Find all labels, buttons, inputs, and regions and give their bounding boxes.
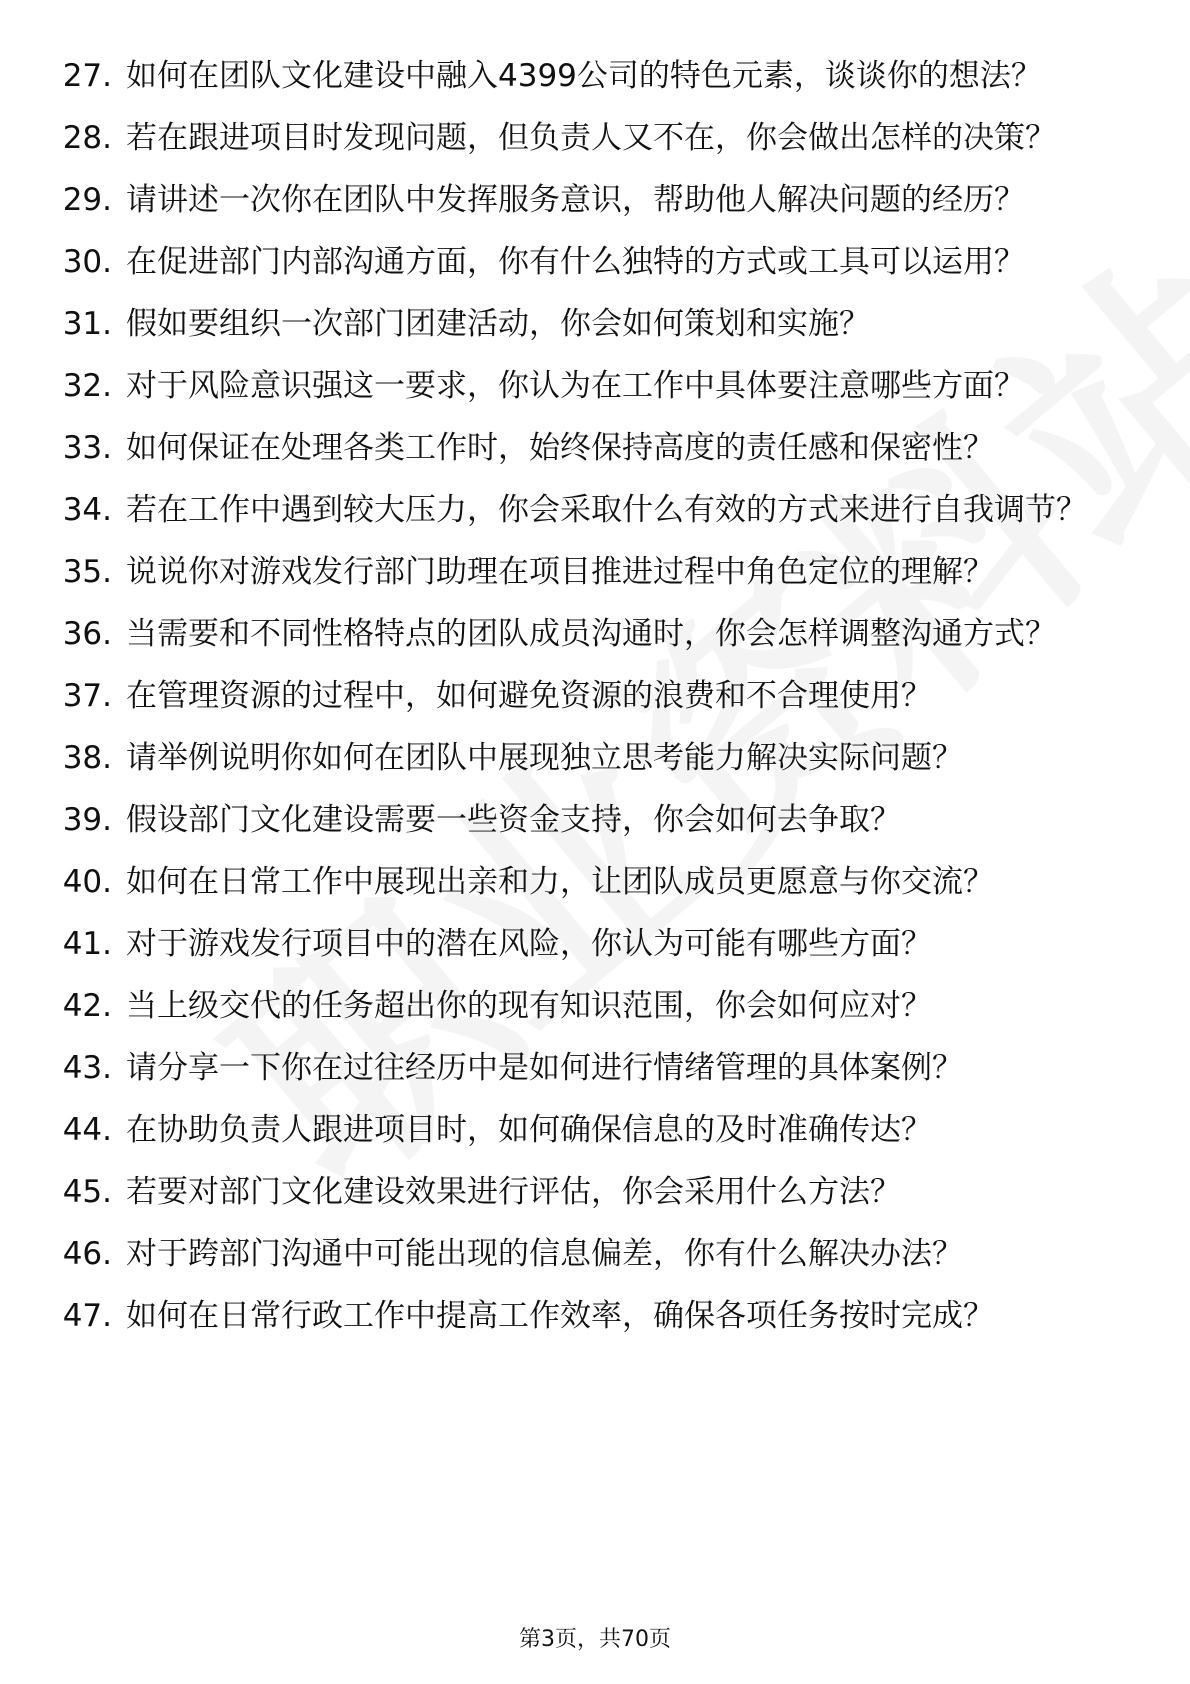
question-number: 40. [62,864,112,900]
question-text: 在促进部门内部沟通方面，你有什么独特的方式或工具可以运用？ [126,244,1025,280]
question-number: 46. [62,1236,112,1272]
question-text: 对于风险意识强这一要求，你认为在工作中具体要注意哪些方面？ [126,368,1025,404]
question-item [0,862,1190,903]
question-text: 假设部门文化建设需要一些资金支持，你会如何去争取？ [126,802,901,838]
question-text: 对于游戏发行项目中的潜在风险，你认为可能有哪些方面？ [126,926,932,962]
question-item [0,118,1190,159]
page-footer [0,1622,1190,1653]
question-item [0,490,1190,531]
question-number: 30. [62,244,112,280]
question-text: 当上级交代的任务超出你的现有知识范围，你会如何应对？ [126,988,932,1024]
question-text: 在管理资源的过程中，如何避免资源的浪费和不合理使用？ [126,678,932,714]
question-number: 47. [62,1298,112,1334]
question-item [0,366,1190,407]
question-number: 36. [62,616,112,652]
question-item [0,924,1190,965]
page-number-label: 第3页，共70页 [519,1627,671,1652]
question-text: 如何保证在处理各类工作时，始终保持高度的责任感和保密性？ [126,430,994,466]
question-text: 若在工作中遇到较大压力，你会采取什么有效的方式来进行自我调节？ [126,492,1087,528]
question-number: 45. [62,1174,112,1210]
question-item [0,1110,1190,1151]
question-item [0,56,1190,97]
question-text: 请分享一下你在过往经历中是如何进行情绪管理的具体案例？ [126,1050,963,1086]
question-item [0,738,1190,779]
question-number: 28. [62,120,112,156]
question-number: 44. [62,1112,112,1148]
question-item [0,800,1190,841]
question-number: 35. [62,554,112,590]
question-item [0,676,1190,717]
question-number: 39. [62,802,112,838]
question-item [0,304,1190,345]
question-item [0,428,1190,469]
question-text: 假如要组织一次部门团建活动，你会如何策划和实施？ [126,306,870,342]
question-number: 27. [62,58,112,94]
question-list [0,56,1190,1358]
question-text: 请举例说明你如何在团队中展现独立思考能力解决实际问题？ [126,740,963,776]
question-item [0,1234,1190,1275]
question-number: 37. [62,678,112,714]
question-text: 在协助负责人跟进项目时，如何确保信息的及时准确传达？ [126,1112,932,1148]
question-number: 43. [62,1050,112,1086]
question-item [0,614,1190,655]
question-number: 33. [62,430,112,466]
question-text: 若要对部门文化建设效果进行评估，你会采用什么方法？ [126,1174,901,1210]
question-text: 当需要和不同性格特点的团队成员沟通时，你会怎样调整沟通方式？ [126,616,1056,652]
question-number: 29. [62,182,112,218]
question-number: 42. [62,988,112,1024]
question-item [0,1048,1190,1089]
question-item [0,552,1190,593]
question-item [0,1172,1190,1213]
question-text: 如何在日常工作中展现出亲和力，让团队成员更愿意与你交流？ [126,864,994,900]
question-text: 请讲述一次你在团队中发挥服务意识，帮助他人解决问题的经历？ [126,182,1025,218]
question-text: 若在跟进项目时发现问题，但负责人又不在，你会做出怎样的决策？ [126,120,1056,156]
question-number: 32. [62,368,112,404]
question-number: 34. [62,492,112,528]
question-text: 对于跨部门沟通中可能出现的信息偏差，你有什么解决办法？ [126,1236,963,1272]
question-item [0,242,1190,283]
question-text: 说说你对游戏发行部门助理在项目推进过程中角色定位的理解？ [126,554,994,590]
question-text: 如何在团队文化建设中融入4399公司的特色元素，谈谈你的想法？ [126,58,1042,94]
question-item [0,1296,1190,1337]
question-number: 38. [62,740,112,776]
question-number: 31. [62,306,112,342]
question-text: 如何在日常行政工作中提高工作效率，确保各项任务按时完成？ [126,1298,994,1334]
question-item [0,180,1190,221]
question-number: 41. [62,926,112,962]
question-item [0,986,1190,1027]
